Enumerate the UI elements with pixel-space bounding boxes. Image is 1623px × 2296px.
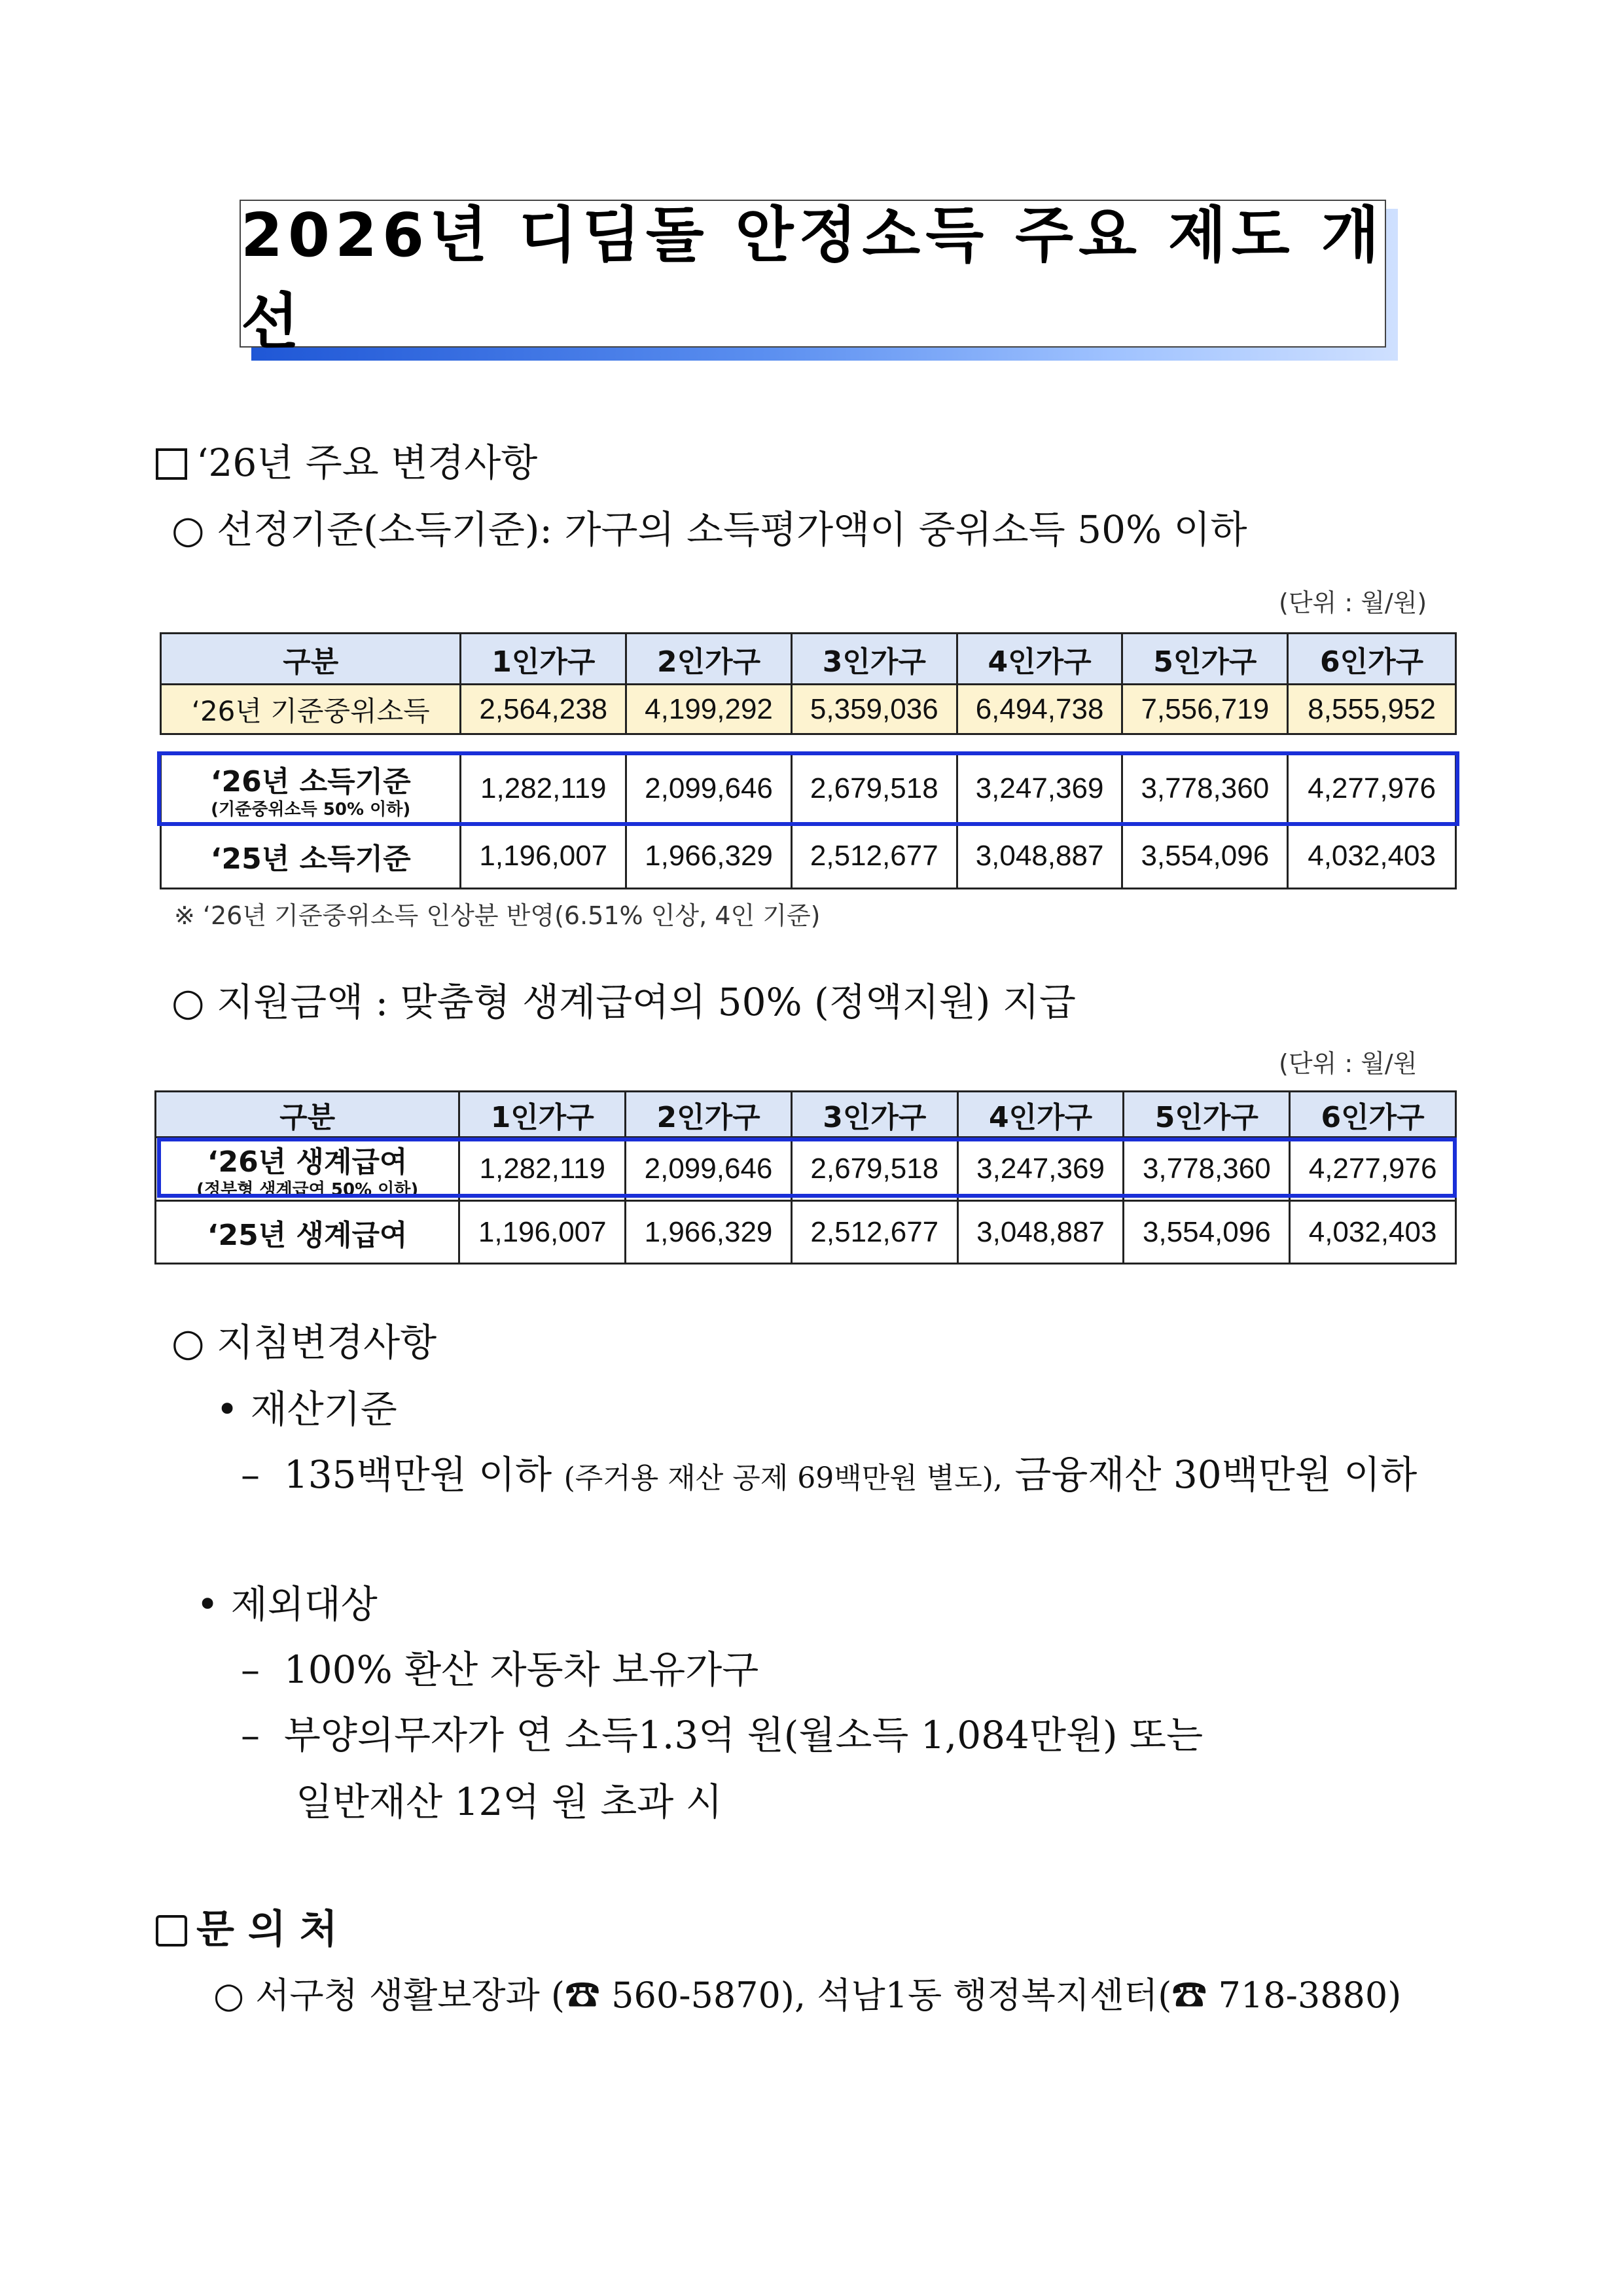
median-income-row [161, 685, 1456, 734]
excluded-detail-2 [241, 1704, 1203, 1759]
table-cell: 3,554,096 [1122, 823, 1288, 889]
header-cell: 구분 [161, 634, 461, 685]
contact-line: ○ 서구청 생활보장과 (☎ 560-5870), 석남1동 행정복지센터(☎ 718-3880) [213, 1975, 1402, 2016]
spacer-row [161, 734, 1456, 754]
dash-icon: – [241, 1713, 284, 1757]
table-cell: 2,099,646 [626, 1138, 792, 1201]
table-cell: 2,679,518 [791, 1138, 957, 1201]
table-cell: 3,778,360 [1124, 1138, 1290, 1201]
table-cell: 8,555,952 [1288, 685, 1456, 734]
table-cell: 2,099,646 [626, 754, 792, 823]
bullet-dot-icon: • [216, 1387, 239, 1431]
table-cell: 4,199,292 [626, 685, 792, 734]
row-label: ‘25년 소득기준 [161, 823, 461, 889]
table-cell: 4,277,976 [1290, 1138, 1456, 1201]
header-cell: 6인가구 [1290, 1092, 1456, 1138]
row-label-main: ‘26년 소득기준 [210, 764, 411, 798]
header-cell: 3인가구 [791, 634, 957, 685]
table-cell: 2,512,677 [791, 823, 957, 889]
table-cell: 7,556,719 [1122, 685, 1288, 734]
row-label-sub: (정부형 생계급여 50% 이하) [196, 1180, 419, 1200]
table-cell: 1,196,007 [459, 1201, 626, 1264]
header-cell: 4인가구 [957, 1092, 1124, 1138]
table-cell: 4,032,403 [1290, 1201, 1456, 1264]
excluded-text: 부양의무자가 연 소득1.3억 원(월소득 1,084만원) 또는 [283, 1713, 1204, 1757]
support-bullet: ○ 지원금액 : 맞춤형 생계급여의 50% (정액지원) 지급 [171, 980, 1076, 1024]
table-cell: 3,778,360 [1122, 754, 1288, 823]
support-unit: (단위 : 월/원 [1279, 1049, 1418, 1078]
property-limit: 135백만원 이하 [283, 1452, 552, 1497]
section1-heading-text: ‘26년 주요 변경사항 [196, 440, 538, 485]
table-cell: 2,679,518 [791, 754, 957, 823]
page-title: 2026년 디딤돌 안정소득 주요 제도 개선 [241, 200, 1385, 357]
guideline-bullet: ○ 지침변경사항 [171, 1320, 437, 1365]
income-2025-row [161, 823, 1456, 889]
header-cell: 6인가구 [1288, 634, 1456, 685]
excluded-detail-2-cont: 일반재산 12억 원 초과 시 [296, 1780, 722, 1824]
table-cell: 4,277,976 [1288, 754, 1456, 823]
benefit-2025-row [156, 1201, 1456, 1264]
section2-heading-text: 문 의 처 [196, 1907, 338, 1952]
header-cell: 4인가구 [957, 634, 1122, 685]
property-detail [241, 1444, 1417, 1499]
excluded-item [196, 1573, 378, 1628]
table-cell: 5,359,036 [791, 685, 957, 734]
header-cell: 1인가구 [459, 1092, 626, 1138]
table-cell: 3,247,369 [957, 754, 1122, 823]
property-title: 재산기준 [250, 1387, 397, 1431]
row-label-main: ‘26년 생계급여 [207, 1145, 408, 1179]
table-cell: 3,554,096 [1124, 1201, 1290, 1264]
table-cell: 2,512,677 [791, 1201, 957, 1264]
header-cell: 5인가구 [1124, 1092, 1290, 1138]
table-cell: 6,494,738 [957, 685, 1122, 734]
criteria-unit: (단위 : 월/원) [1279, 588, 1427, 617]
checkbox-square-icon [156, 1915, 187, 1946]
header-cell: 1인가구 [461, 634, 626, 685]
table-cell: 3,048,887 [957, 1201, 1124, 1264]
table-cell: 1,282,119 [459, 1138, 626, 1201]
dash-icon: – [241, 1647, 284, 1692]
row-label: ‘25년 생계급여 [156, 1201, 459, 1264]
criteria-note: ※ ‘26년 기준중위소득 인상분 반영(6.51% 인상, 4인 기준) [174, 901, 821, 930]
faint-divider [236, 562, 1459, 569]
header-cell: 구분 [156, 1092, 459, 1138]
table-cell: 2,564,238 [461, 685, 626, 734]
table-cell: 1,966,329 [626, 823, 792, 889]
financial-limit: 금융재산 30백만원 이하 [1014, 1452, 1418, 1497]
table-cell: 1,966,329 [626, 1201, 792, 1264]
section2-heading [156, 1898, 338, 1954]
table-cell: 4,032,403 [1288, 823, 1456, 889]
property-item [216, 1378, 397, 1433]
title-frame [240, 200, 1386, 357]
highlight-2026-row [157, 1138, 1457, 1198]
excluded-detail-1 [241, 1639, 758, 1694]
highlight-2026-row [157, 751, 1459, 826]
excluded-title: 제외대상 [230, 1582, 378, 1626]
table-cell: 3,048,887 [957, 823, 1122, 889]
checkbox-square-icon [156, 448, 187, 480]
criteria-bullet: ○ 선정기준(소득기준): 가구의 소득평가액이 중위소득 50% 이하 [171, 507, 1247, 552]
bullet-dot-icon: • [196, 1582, 219, 1626]
table-cell: 1,282,119 [461, 754, 626, 823]
table-header-row [156, 1092, 1456, 1138]
property-deduction: (주거용 재산 공제 69백만원 별도), [563, 1462, 1003, 1495]
header-cell: 5인가구 [1122, 634, 1288, 685]
row-label-sub: (기준중위소득 50% 이하) [211, 799, 411, 819]
excluded-text: 100% 환산 자동차 보유가구 [283, 1647, 759, 1692]
header-cell: 2인가구 [626, 1092, 792, 1138]
dash-icon: – [241, 1452, 284, 1497]
table-header-row [161, 634, 1456, 685]
table-cell: 3,247,369 [957, 1138, 1124, 1201]
header-cell: 2인가구 [626, 634, 792, 685]
row-label: ‘26년 기준중위소득 [161, 685, 461, 734]
table-cell: 1,196,007 [461, 823, 626, 889]
title-box [240, 200, 1386, 355]
section1-heading [156, 432, 537, 487]
header-cell: 3인가구 [791, 1092, 957, 1138]
